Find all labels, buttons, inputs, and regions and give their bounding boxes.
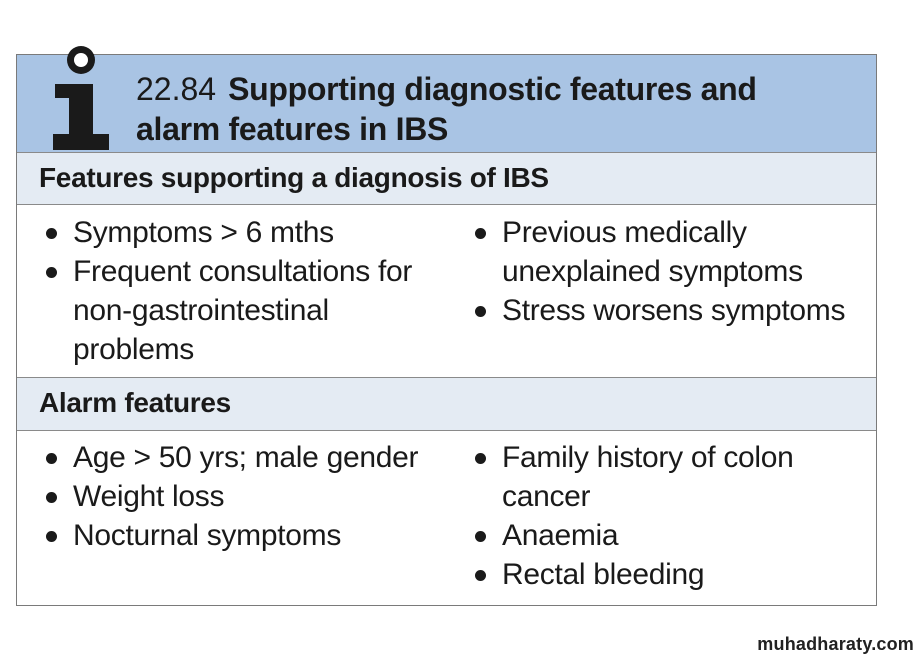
box-title bbox=[136, 69, 757, 149]
list-item: Anaemia bbox=[469, 516, 869, 555]
watermark: muhadharaty.com bbox=[757, 634, 914, 654]
list-item: Family history of colon cancer bbox=[469, 438, 869, 516]
list-item: Weight loss bbox=[40, 477, 440, 516]
info-icon bbox=[47, 42, 117, 152]
supporting-list-right bbox=[469, 213, 869, 330]
info-box bbox=[16, 54, 877, 606]
list-item: Nocturnal symptoms bbox=[40, 516, 440, 555]
box-number: 22.84 bbox=[136, 71, 217, 107]
list-item: Rectal bleeding bbox=[469, 555, 869, 594]
box-header bbox=[17, 55, 876, 152]
title-line-1: Supporting diagnostic features and bbox=[228, 71, 757, 107]
alarm-list-right bbox=[469, 438, 869, 594]
supporting-list-left bbox=[40, 213, 440, 369]
title-line-2: alarm features in IBS bbox=[136, 111, 449, 147]
section-heading-alarm: Alarm features bbox=[17, 377, 876, 431]
list-item: Previous medically unexplained symptoms bbox=[469, 213, 869, 291]
alarm-list-left bbox=[40, 438, 440, 555]
list-item: Stress worsens symptoms bbox=[469, 291, 869, 330]
list-item: Age > 50 yrs; male gender bbox=[40, 438, 440, 477]
list-item: Frequent consultations for non-gastrointestinal problems bbox=[40, 252, 440, 369]
list-item: Symptoms > 6 mths bbox=[40, 213, 440, 252]
section-heading-supporting: Features supporting a diagnosis of IBS bbox=[17, 152, 876, 205]
